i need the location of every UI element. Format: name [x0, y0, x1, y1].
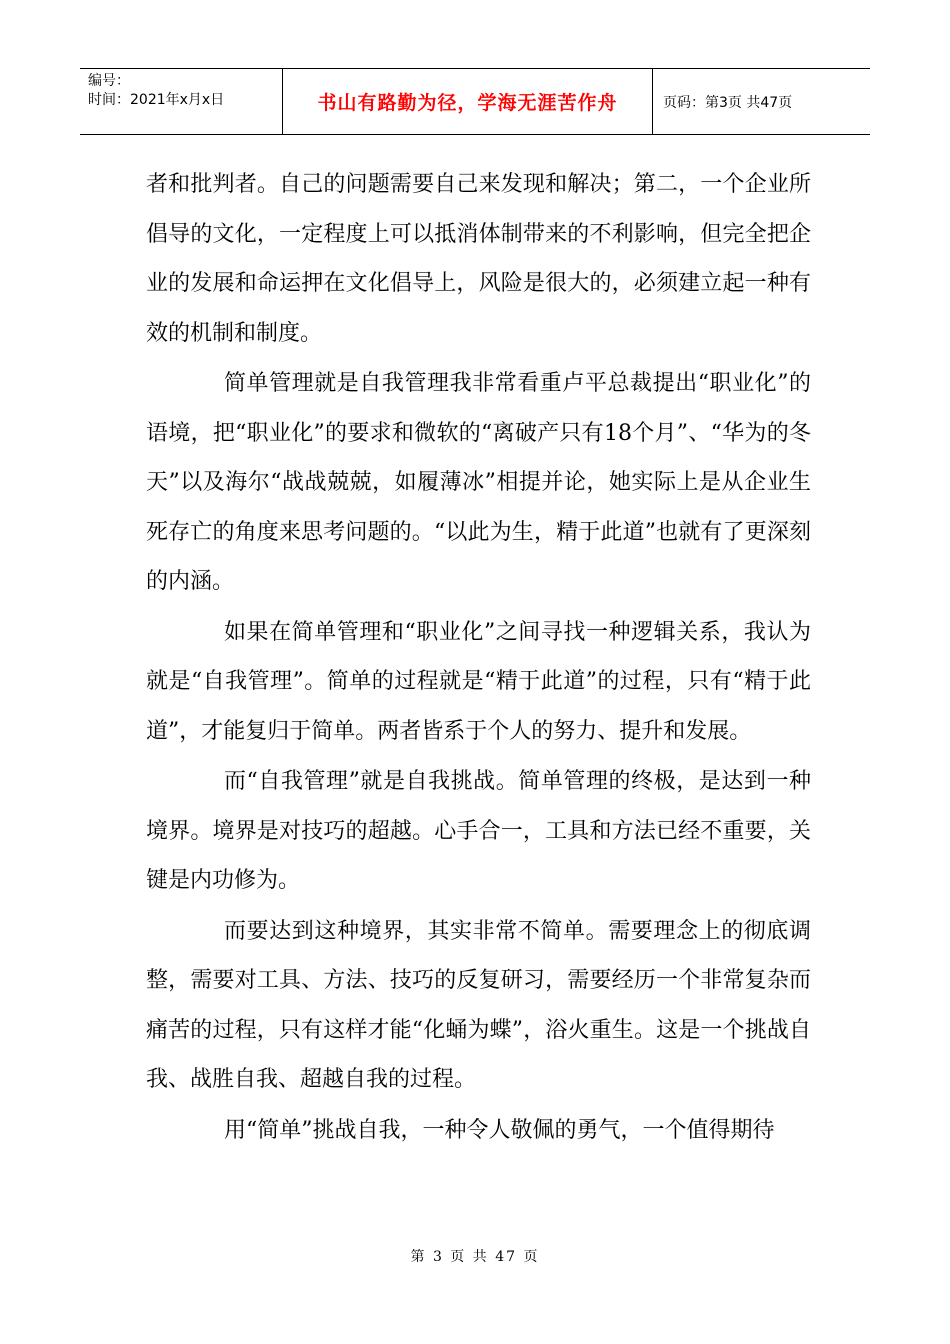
- header-left-cell: [80, 69, 283, 134]
- document-time-label: 时间：2021年x月x日: [88, 92, 225, 108]
- header-page-code: 页码：第3页 共47页: [663, 94, 793, 111]
- body-paragraph: 而要达到这种境界，其实非常不简单。需要理念上的彻底调整，需要对工具、方法、技巧的反复研习，需要经历一个非常复杂而痛苦的过程，只有这样才能“化蛹为蝶”，浴火重生。这是一个挑战自我、战胜自我、超越自我的过程。: [146, 918, 811, 1092]
- header-right-cell: [653, 69, 870, 134]
- document-body: [146, 160, 811, 1155]
- document-header: [80, 68, 870, 135]
- body-paragraph: 简单管理就是自我管理我非常看重卢平总裁提出“职业化”的语境，把“职业化”的要求和微软的“离破产只有18个月”、“华为的冬天”以及海尔“战战兢兢，如履薄冰”相提并论，她实际上是从企业生死存亡的角度来思考问题的。“以此为生，精于此道”也就有了更深刻的内涵。: [146, 371, 811, 594]
- body-paragraph: 者和批判者。自己的问题需要自己来发现和解决；第二，一个企业所倡导的文化，一定程度上可以抵消体制带来的不利影响，但完全把企业的发展和命运押在文化倡导上，风险是很大的，必须建立起一种有效的机制和制度。: [146, 172, 811, 346]
- body-paragraph: 而“自我管理”就是自我挑战。简单管理的终极，是达到一种境界。境界是对技巧的超越。心手合一，工具和方法已经不重要，关键是内功修为。: [146, 769, 811, 893]
- header-middle-cell: [283, 69, 653, 134]
- document-number-label: 编号：: [88, 73, 130, 89]
- body-paragraph: 如果在简单管理和“职业化”之间寻找一种逻辑关系，我认为就是“自我管理”。简单的过程就是“精于此道”的过程，只有“精于此道”，才能复归于简单。两者皆系于个人的努力、提升和发展。: [146, 619, 811, 744]
- body-paragraph: 用“简单”挑战自我，一种令人敬佩的勇气，一个值得期待: [224, 1117, 775, 1143]
- page-footer: 第 3 页 共 47 页: [410, 1249, 540, 1265]
- header-motto: 书山有路勤为径，学海无涯苦作舟: [317, 92, 618, 114]
